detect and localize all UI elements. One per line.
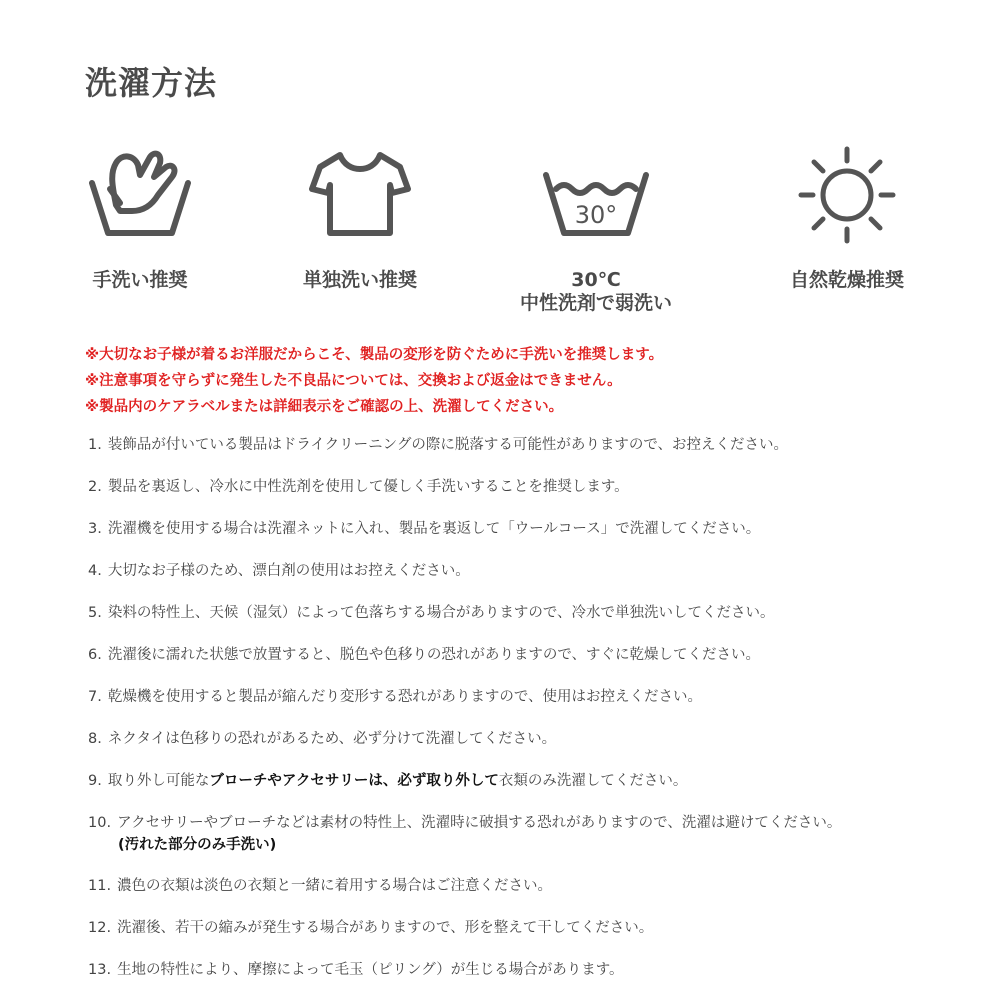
highlight-text: ブローチやアクセサリーは、必ず取り外して xyxy=(209,773,499,789)
care-hand-wash xyxy=(30,145,250,292)
list-item: 7. 乾燥機を使用すると製品が縮んだり変形する恐れがありますので、使用はお控えください。 xyxy=(88,689,703,705)
care-label: 単独洗い推奨 xyxy=(302,269,417,291)
list-item: 5. 染料の特性上、天候（湿気）によって色落ちする場合がありますので、冷水で単独洗いしてください。 xyxy=(88,605,775,621)
care-30-wash xyxy=(486,145,706,315)
care-icons xyxy=(0,145,1000,315)
wash-30-icon xyxy=(536,145,656,245)
care-label: 30℃ 中性洗剤で弱洗い xyxy=(519,269,672,314)
warning-line: ※注意事項を守らずに発生した不良品については、交換および返金はできません。 xyxy=(85,373,622,389)
list-item-note: (汚れた部分のみ手洗い) xyxy=(118,837,277,853)
care-natural-dry xyxy=(737,145,957,292)
list-item: 1. 装飾品が付いている製品はドライクリーニングの際に脱落する可能性がありますので、お控えください。 xyxy=(88,437,789,453)
warning-notes xyxy=(85,342,965,420)
hand-wash-icon xyxy=(80,145,200,245)
care-instructions-list xyxy=(88,432,968,999)
sun-icon xyxy=(787,145,907,245)
care-label: 自然乾燥推奨 xyxy=(789,269,904,291)
list-item: 11. 濃色の衣類は淡色の衣類と一緒に着用する場合はご注意ください。 xyxy=(88,878,553,894)
list-item: 4. 大切なお子様のため、漂白剤の使用はお控えください。 xyxy=(88,563,470,579)
list-item: 8. ネクタイは色移りの恐れがあるため、必ず分けて洗濯してください。 xyxy=(88,731,557,747)
warning-line: ※大切なお子様が着るお洋服だからこそ、製品の変形を防ぐために手洗いを推奨します。 xyxy=(85,347,664,363)
wash-temperature: 30° xyxy=(574,201,618,229)
tshirt-icon xyxy=(300,145,420,245)
list-item: 6. 洗濯後に濡れた状態で放置すると、脱色や色移りの恐れがありますので、すぐに乾燥してください。 xyxy=(88,647,761,663)
care-single-wash xyxy=(250,145,470,292)
care-label: 手洗い推奨 xyxy=(92,269,188,291)
list-item: 12. 洗濯後、若干の縮みが発生する場合がありますので、形を整えて干してください。 xyxy=(88,920,654,936)
list-item: 3. 洗濯機を使用する場合は洗濯ネットに入れ、製品を裏返して「ウールコース」で洗濯してください。 xyxy=(88,521,761,537)
list-item: 9. 取り外し可能なブローチやアクセサリーは、必ず取り外して衣類のみ洗濯してください。 xyxy=(88,773,688,789)
list-item: 2. 製品を裏返し、冷水に中性洗剤を使用して優しく手洗いすることを推奨します。 xyxy=(88,479,629,495)
page-title: 洗濯方法 xyxy=(85,64,218,102)
warning-line: ※製品内のケアラベルまたは詳細表示をご確認の上、洗濯してください。 xyxy=(85,399,564,415)
list-item: 10. アクセサリーやブローチなどは素材の特性上、洗濯時に破損する恐れがありますので、洗濯は避けてください。 (汚れた部分のみ手洗い) xyxy=(88,810,968,873)
list-item: 13. 生地の特性により、摩擦によって毛玉（ピリング）が生じる場合があります。 xyxy=(88,962,624,978)
